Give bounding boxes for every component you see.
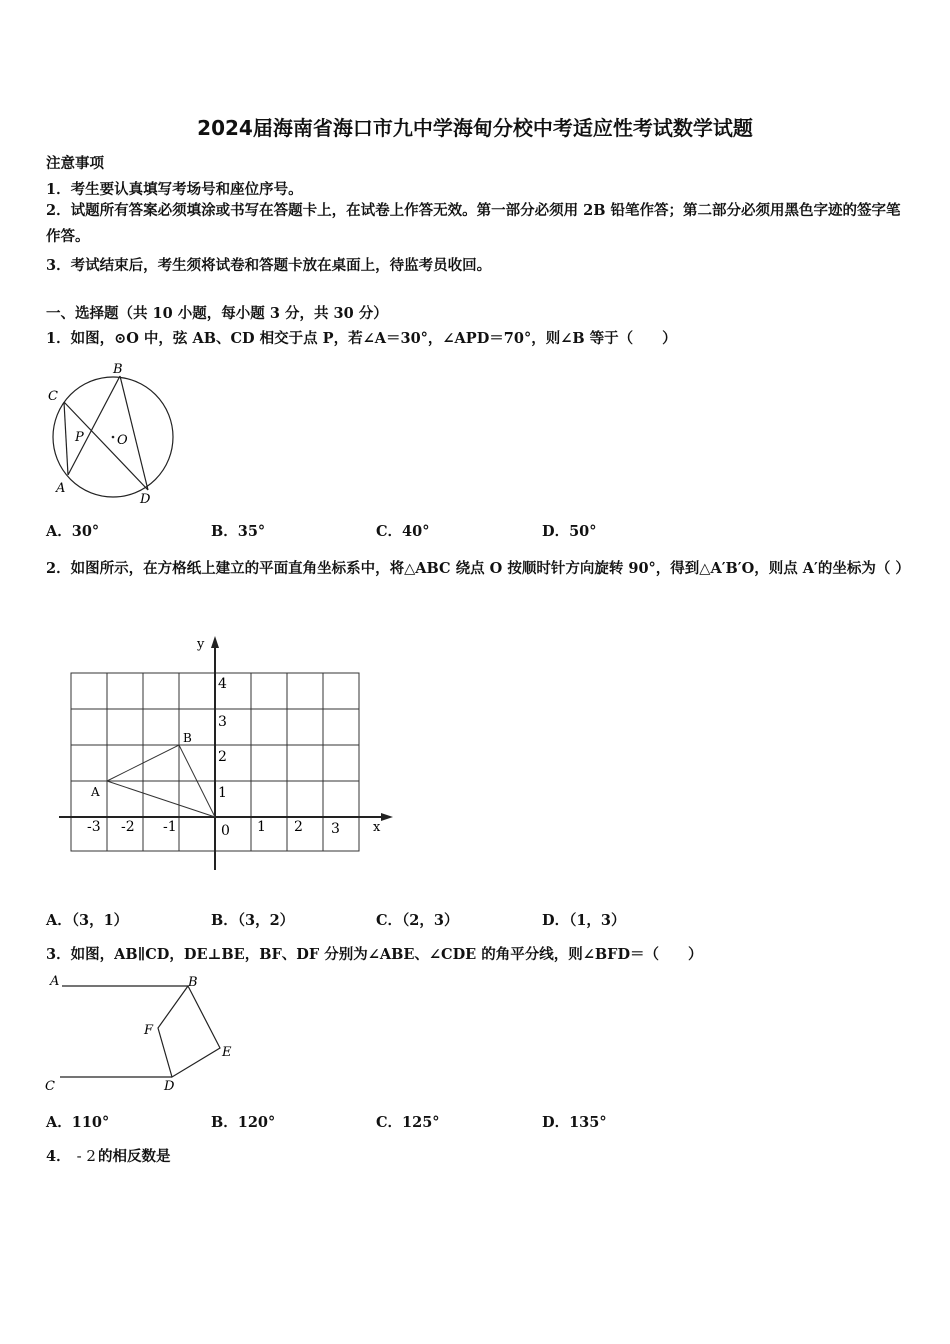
label-d: D <box>164 1079 175 1094</box>
q3-option-b[interactable]: B．120° <box>211 1114 276 1131</box>
q3-stem: 3．如图，AB∥CD，DE⊥BE，BF、DF 分别为∠ABE、∠CDE 的角平分线，则∠BFD＝（ ） <box>46 946 703 963</box>
segment-ca <box>64 402 68 475</box>
q1-option-b[interactable]: B．35° <box>211 523 266 540</box>
chord-ab <box>68 376 120 475</box>
q4-expression: - 2 <box>76 1147 96 1165</box>
label-e: E <box>222 1045 232 1060</box>
page-title: 2024届海南省海口市九中学海甸分校中考适应性考试数学试题 <box>197 116 753 140</box>
label-b: B <box>113 362 123 377</box>
section-heading: 一、选择题（共 10 小题，每小题 3 分，共 30 分） <box>46 305 388 322</box>
q4-number: 4． <box>46 1148 71 1165</box>
label-b: B <box>188 975 198 990</box>
x-tick-neg1: -1 <box>163 819 177 835</box>
x-tick-neg2: -2 <box>121 819 135 835</box>
q3-option-a[interactable]: A．110° <box>46 1114 110 1131</box>
label-o: O <box>117 433 128 448</box>
q3-option-c[interactable]: C．125° <box>376 1114 440 1131</box>
y-tick-1: 1 <box>218 785 227 801</box>
x-tick-3: 3 <box>331 821 340 837</box>
label-a: A <box>50 974 60 989</box>
q1-option-c[interactable]: C．40° <box>376 523 430 540</box>
label-a: A <box>56 481 66 496</box>
point-b-label: B <box>183 731 192 745</box>
y-axis-label: y <box>197 637 205 652</box>
point-a-label: A <box>91 785 100 799</box>
q2-option-b[interactable]: B．（3，2） <box>211 912 295 929</box>
y-tick-4: 4 <box>218 676 227 692</box>
q1-stem: 1．如图，⊙O 中，弦 AB、CD 相交于点 P，若∠A＝30°，∠APD＝70°，则∠B 等于（ ） <box>46 330 677 347</box>
q2-option-d[interactable]: D．（1，3） <box>542 912 626 929</box>
q2-option-c[interactable]: C．（2，3） <box>376 912 459 929</box>
q2-grid-figure <box>55 630 400 875</box>
center-dot <box>112 436 115 439</box>
label-c: C <box>48 389 58 404</box>
label-p: P <box>75 430 84 445</box>
q1-circle-figure <box>40 358 180 510</box>
q4-stem-line <box>46 1145 170 1166</box>
label-d: D <box>140 492 151 507</box>
q1-option-d[interactable]: D．50° <box>542 523 597 540</box>
q3-parallel-figure <box>40 970 240 1098</box>
q1-option-a[interactable]: A．30° <box>46 523 100 540</box>
label-f: F <box>144 1023 154 1038</box>
x-tick-1: 1 <box>257 819 266 835</box>
chord-cd <box>64 402 148 490</box>
x-axis-arrow <box>381 813 393 821</box>
label-c: C <box>45 1079 55 1094</box>
notice-item-1: 1．考生要认真填写考场号和座位序号。 <box>46 181 303 198</box>
q2-option-a[interactable]: A．（3，1） <box>46 912 129 929</box>
q4-stem: 的相反数是 <box>97 1148 171 1165</box>
x-tick-2: 2 <box>294 819 303 835</box>
x-tick-neg3: -3 <box>87 819 101 835</box>
notice-item-3: 3．考试结束后，考生须将试卷和答题卡放在桌面上，待监考员收回。 <box>46 257 492 274</box>
y-tick-2: 2 <box>218 749 227 765</box>
quadrilateral-bfde <box>158 986 220 1077</box>
origin-label: 0 <box>221 823 230 839</box>
q2-stem: 2．如图所示，在方格纸上建立的平面直角坐标系中，将△ABC 绕点 O 按顺时针方向旋转 90°，得到△A′B′O，则点 A′的坐标为（ ） <box>46 560 910 577</box>
q3-option-d[interactable]: D．135° <box>542 1114 607 1131</box>
y-tick-3: 3 <box>218 714 227 730</box>
x-axis-label: x <box>373 820 381 835</box>
notice-item-2: 2．试题所有答案必须填涂或书写在答题卡上，在试卷上作答无效。第一部分必须用 2B 铅笔作答；第二部分必须用黑色字迹的签字笔作答。 <box>46 202 901 245</box>
notice-heading: 注意事项 <box>46 155 104 172</box>
y-axis-arrow <box>211 636 219 648</box>
